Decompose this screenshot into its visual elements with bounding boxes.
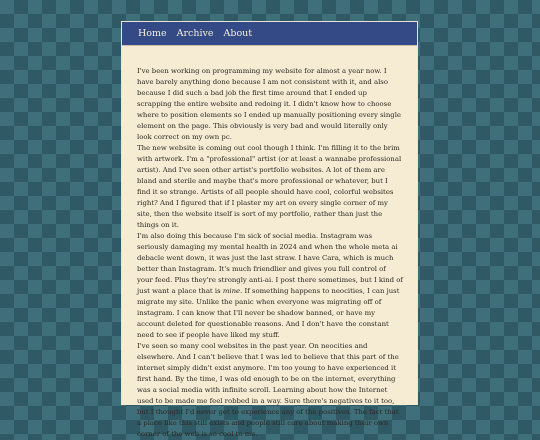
post-paragraph-3-part-1: I'm also doing this because I'm sick of social media. Instagram was seriously damaging my mental health in 2024 and when the whole meta ai debacle went down, it was just the last straw. I have Cara, which is much better than Instagram. It's much friendlier and gives you full control of your feed. Plus they're strongly anti-ai. I post there sometimes, but I kind of just want a place that is (137, 232, 403, 295)
post-content (122, 46, 417, 440)
post-paragraph-2: The new website is coming out cool though I think. I'm filling it to the brim with artwork. I'm a "professional" artist (or at least a wannabe professional artist). And I've seen other artist's portfolio websites. A lot of them are bland and sterile and maybe that's more professional or whatever, but I find it so strange. Artists of all people should have cool, colorful websites right? And I figured that if I plaster my art on every single corner of my site, then the website itself is sort of my portfolio, rather than just the things on it. (137, 144, 402, 229)
post-paragraph-4: I've seen so many cool websites in the past year. On neocities and elsewhere. And I can't believe that I was led to believe that this part of the internet simply didn't exist anymore. I'm too young to have experienced it first hand. By the time, I was old enough to be on the internet, everything was a social media with infinite scroll. Learning about how the Internet used to be made me feel robbed in a way. Sure there's negatives to it too, but I thought I'd never get to experience any of the positives. The fact that a place like this still exists and people still care about making their own corner of the web is so cool to me. (137, 342, 399, 438)
post-emphasis-mine: mine (222, 287, 241, 295)
top-navbar (122, 22, 417, 46)
page-window (121, 21, 418, 438)
nav-home-link[interactable]: Home (138, 28, 167, 39)
nav-about-link[interactable]: About (223, 28, 253, 39)
post-paragraph-1: I've been working on programming my website for almost a year now. I have barely anything done because I am not consistent with it, and also because I did such a bad job the first time around that I ended up scrapping the entire website and redoing it. I didn't know how to choose where to position elements so I ended up manually positioning every single element on the page. This obviously is very bad and would literally only look correct on my own pc. (137, 67, 401, 141)
nav-archive-link[interactable]: Archive (176, 28, 214, 39)
post-paragraph-3 (137, 231, 403, 341)
post-paragraph-3-part-2: . If something happens to neocities, I can just migrate my site. Unlike the panic when everyone was migrating off of instagram. I can know that I'll never be shadow banned, or have my account deleted for questionable reasons. And I don't have the constant need to see if people have liked my stuff. (137, 287, 400, 339)
